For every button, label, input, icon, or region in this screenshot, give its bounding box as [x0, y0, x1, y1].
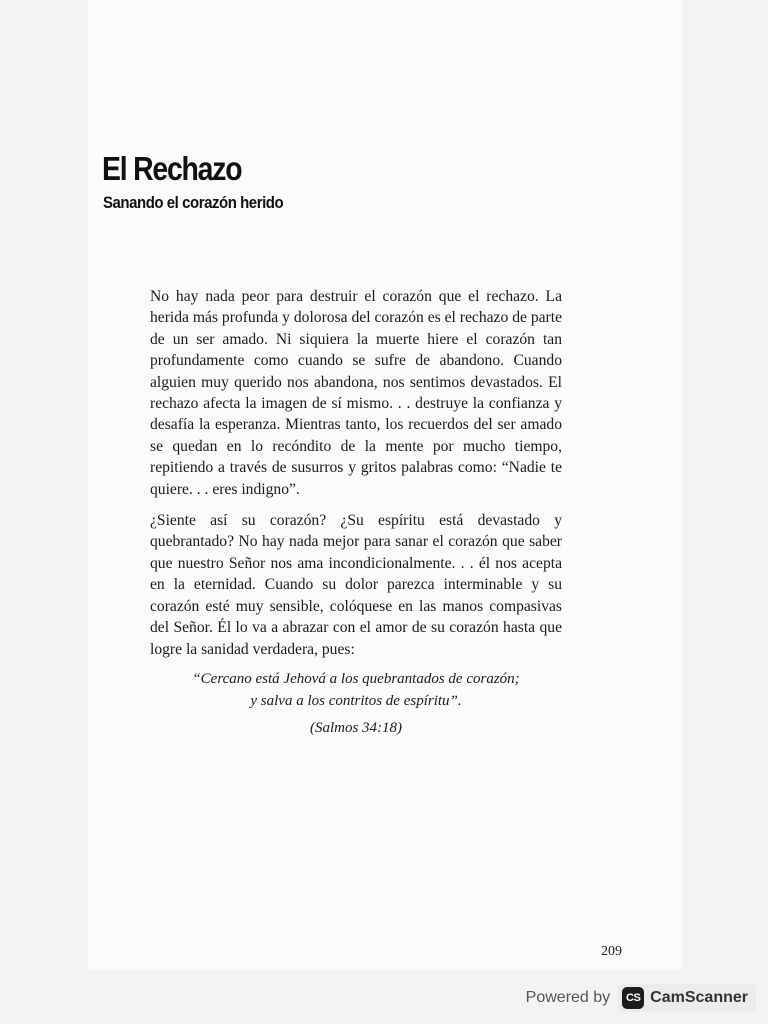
page-title: El Rechazo [102, 150, 242, 187]
camscanner-brand-name: CamScanner [650, 989, 748, 1006]
camscanner-logo-icon: CS [622, 987, 644, 1009]
page-number: 209 [601, 944, 622, 959]
powered-by-label: Powered by [525, 989, 611, 1006]
camscanner-watermark [526, 982, 756, 1014]
quote-line-1: “Cercano está Jehová a los quebrantados de corazón; [192, 670, 520, 687]
quote-line-2: y salva a los contritos de espíritu”. [250, 692, 462, 709]
paragraph-2: ¿Siente así su corazón? ¿Su espíritu está devastado y quebrantado? No hay nada mejor para sanar el corazón que saber que nuestro Señor nos ama incondicionalmente. . . él nos acepta en la eternidad. Cuando su dolor parezca interminable y su corazón esté muy sensible, colóquese en las manos compasivas del Señor. Él lo va a abrazar con el amor de su corazón hasta que logre la sanidad verdadera, pues: [150, 512, 562, 658]
camscanner-badge [618, 984, 756, 1012]
bible-quote [150, 668, 562, 712]
page-subtitle: Sanando el corazón herido [103, 193, 284, 212]
quote-citation: (Salmos 34:18) [309, 719, 403, 736]
body-text [150, 286, 562, 737]
paragraph-1: No hay nada peor para destruir el corazón que el rechazo. La herida más profunda y dolorosa del corazón es el rechazo de parte de un ser amado. Ni siquiera la muerte hiere el corazón tan profundamente como cuando se sufre de abandono. Cuando alguien muy querido nos abandona, nos sentimos devastados. El rechazo afecta la imagen de sí mismo. . . destruye la confianza y desafía la esperanza. Mientras tanto, los recuerdos del ser amado se quedan en lo recóndito de la mente por mucho tiempo, repitiendo a través de susurros y gritos palabras como: “Nadie te quiere. . . eres indigno”. [150, 288, 562, 498]
